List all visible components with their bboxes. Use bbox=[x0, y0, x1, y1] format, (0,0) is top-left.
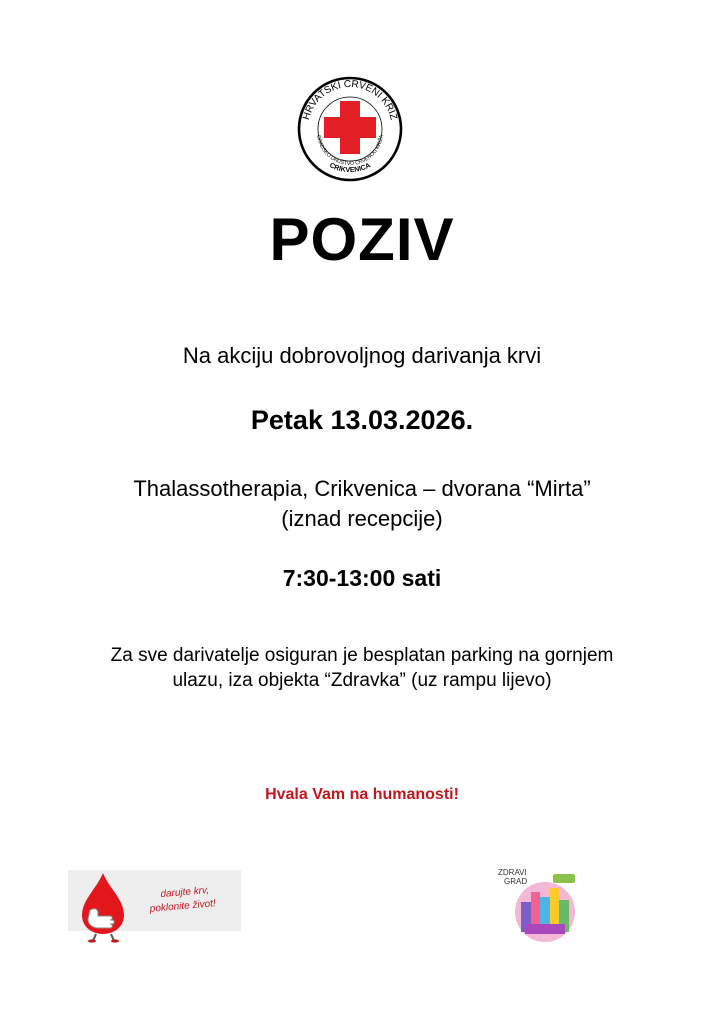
thanks-text: Hvala Vam na humanosti! bbox=[265, 786, 459, 803]
logo-outer-text: HRVATSKI CRVENI KRIŽ bbox=[301, 78, 399, 122]
zdravi-logo-line-1: ZDRAVI bbox=[498, 868, 527, 877]
event-time: 7:30-13:00 sati bbox=[282, 565, 442, 591]
red-cross-logo bbox=[287, 76, 413, 182]
logo-inner-text: GRADSKO DRUŠTVO CRVENOG KRIŽA bbox=[315, 134, 385, 168]
parking-line-1: Za sve darivatelje osiguran je besplatan parking na gornjem bbox=[110, 645, 614, 666]
logo-city-text: CRIKVENICA bbox=[328, 162, 372, 175]
blood-logo-line-2: poklonite život! bbox=[149, 898, 217, 915]
parking-line-2: ulazu, iza objekta “Zdravka” (uz rampu lijevo) bbox=[172, 670, 552, 691]
parking-info bbox=[0, 643, 724, 693]
venue-line: Thalassotherapia, Crikvenica – dvorana “Mirta” bbox=[133, 476, 591, 501]
blood-logo-line-1: darujte krv, bbox=[160, 884, 210, 901]
blood-donation-logo bbox=[68, 870, 241, 943]
event-date: Petak 13.03.2026. bbox=[250, 405, 474, 435]
zdravi-grad-logo bbox=[495, 866, 580, 944]
venue-block bbox=[0, 474, 724, 534]
zdravi-logo-line-2: GRAD bbox=[504, 877, 528, 886]
intro-text: Na akciju dobrovoljnog darivanja krvi bbox=[182, 343, 542, 368]
page-title: POZIV bbox=[269, 206, 455, 273]
venue-note: (iznad recepcije) bbox=[281, 506, 443, 531]
